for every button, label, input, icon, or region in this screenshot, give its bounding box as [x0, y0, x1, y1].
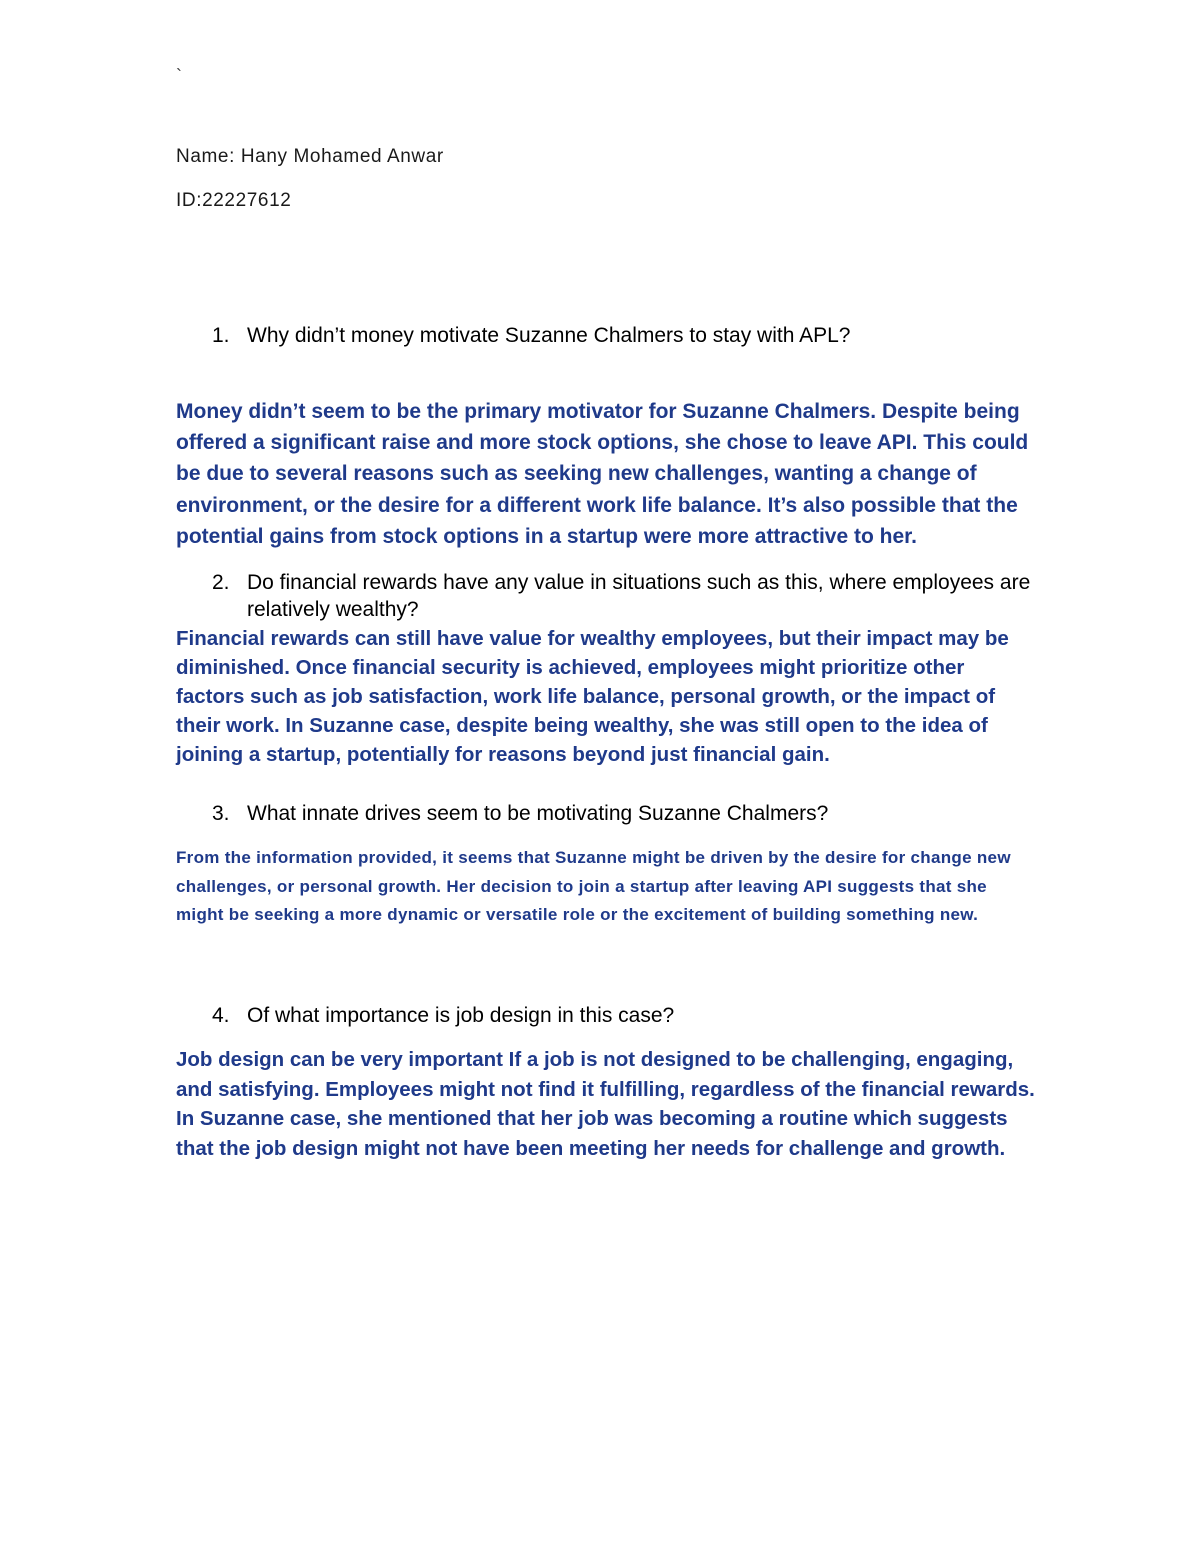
- answer-2: Financial rewards can still have value for wealthy employees, but their impact may be diminished. Once financial security is achieved, employees might prioritize other factors such as job satisfaction, work life balance, personal growth, or the impact of their work. In Suzanne case, despite being wealthy, she was still open to the idea of joining a startup, potentially for reasons beyond just financial gain.: [176, 627, 1009, 766]
- question-number: 4.: [212, 1004, 230, 1027]
- question-text: What innate drives seem to be motivating Suzanne Chalmers?: [247, 802, 829, 825]
- student-id: ID:22227612: [176, 190, 292, 211]
- answer-1: Money didn’t seem to be the primary motivator for Suzanne Chalmers. Despite being offered a significant raise and more stock options, she chose to leave API. This could be due to several reasons such as seeking new challenges, wanting a change of environment, or the desire for a different work life balance. It’s also possible that the potential gains from stock options in a startup were more attractive to her.: [176, 400, 1029, 548]
- question-number: 2.: [212, 571, 230, 594]
- question-3: [212, 800, 1032, 827]
- answer-4: Job design can be very important If a job is not designed to be challenging, engaging, and satisfying. Employees might not find it fulfilling, regardless of the financial rewards. In Suzanne case, she mentioned that her job was becoming a routine which suggests that the job design might not have been meeting her needs for challenge and growth.: [176, 1048, 1035, 1160]
- question-number: 3.: [212, 802, 230, 825]
- question-number: 1.: [212, 324, 230, 347]
- question-text: Of what importance is job design in this case?: [247, 1004, 675, 1027]
- question-4: [212, 1002, 1032, 1029]
- question-text: Why didn’t money motivate Suzanne Chalmers to stay with APL?: [247, 324, 851, 347]
- question-1: [212, 322, 1032, 349]
- question-2: [212, 569, 1032, 623]
- answer-3: From the information provided, it seems that Suzanne might be driven by the desire for change new challenges, or personal growth. Her decision to join a startup after leaving API suggests that she might be seeking a more dynamic or versatile role or the excitement of building something new.: [176, 848, 1011, 925]
- student-name: Name: Hany Mohamed Anwar: [176, 146, 444, 167]
- stray-mark: `: [176, 66, 182, 86]
- question-text: Do financial rewards have any value in situations such as this, where employees are relatively wealthy?: [247, 571, 1031, 621]
